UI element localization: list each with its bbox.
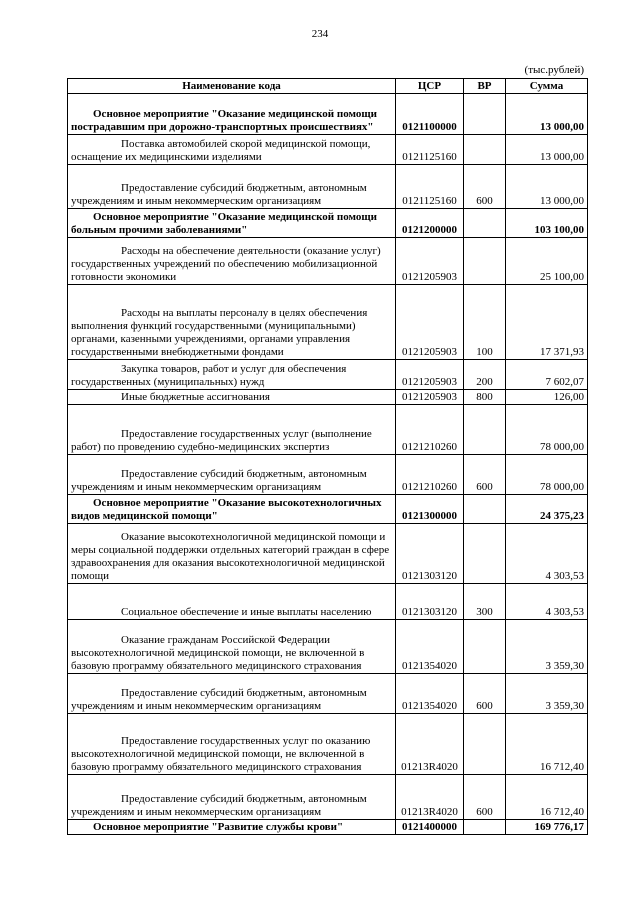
row-name: Предоставление субсидий бюджетным, автономным учреждениям и иным некоммерческим организациям [68, 165, 396, 209]
row-sum: 13 000,00 [506, 135, 588, 165]
row-sum: 25 100,00 [506, 238, 588, 285]
row-sum: 4 303,53 [506, 524, 588, 584]
table-row [68, 285, 588, 360]
row-vr [464, 135, 506, 165]
row-vr: 600 [464, 674, 506, 714]
row-name: Основное мероприятие "Оказание высокотехнологичных видов медицинской помощи" [68, 495, 396, 524]
table-row [68, 455, 588, 495]
table-row [68, 524, 588, 584]
header-sum: Сумма [506, 79, 588, 94]
row-name: Предоставление субсидий бюджетным, автономным учреждениям и иным некоммерческим организациям [68, 775, 396, 820]
row-csr: 0121400000 [396, 820, 464, 835]
row-vr: 600 [464, 455, 506, 495]
header-csr: ЦСР [396, 79, 464, 94]
table-row [68, 209, 588, 238]
row-csr: 0121210260 [396, 405, 464, 455]
row-vr: 200 [464, 360, 506, 390]
row-sum: 3 359,30 [506, 620, 588, 674]
row-vr: 600 [464, 775, 506, 820]
row-name: Предоставление государственных услуг по оказанию высокотехнологичной медицинской помощи, не включенной в базовую программу обязательного медицинского страхования [68, 714, 396, 775]
row-name: Закупка товаров, работ и услуг для обеспечения государственных (муниципальных) нужд [68, 360, 396, 390]
table-row [68, 674, 588, 714]
row-csr: 0121200000 [396, 209, 464, 238]
row-name: Основное мероприятие "Развитие службы крови" [68, 820, 396, 835]
row-csr: 0121125160 [396, 135, 464, 165]
row-sum: 78 000,00 [506, 455, 588, 495]
row-csr: 0121303120 [396, 524, 464, 584]
row-csr: 0121125160 [396, 165, 464, 209]
row-sum: 126,00 [506, 390, 588, 405]
row-name: Расходы на выплаты персоналу в целях обеспечения выполнения функций государственными (муниципальными) органами, казенными учреждениями, органами управления государственными внебюджетными фондами [68, 285, 396, 360]
row-csr: 0121354020 [396, 674, 464, 714]
table-row [68, 165, 588, 209]
row-vr [464, 405, 506, 455]
row-csr: 0121300000 [396, 495, 464, 524]
table-row [68, 360, 588, 390]
row-sum: 4 303,53 [506, 584, 588, 620]
row-name: Иные бюджетные ассигнования [68, 390, 396, 405]
row-csr: 0121205903 [396, 390, 464, 405]
row-csr: 01213R4020 [396, 775, 464, 820]
row-csr: 0121354020 [396, 620, 464, 674]
row-sum: 13 000,00 [506, 94, 588, 135]
row-csr: 0121210260 [396, 455, 464, 495]
row-sum: 103 100,00 [506, 209, 588, 238]
row-sum: 78 000,00 [506, 405, 588, 455]
row-csr: 0121303120 [396, 584, 464, 620]
row-vr [464, 495, 506, 524]
row-sum: 3 359,30 [506, 674, 588, 714]
row-vr: 800 [464, 390, 506, 405]
table-header-row [68, 79, 588, 94]
row-vr [464, 238, 506, 285]
row-name: Расходы на обеспечение деятельности (оказание услуг) государственных учреждений по обеспечению мобилизационной готовности экономики [68, 238, 396, 285]
row-sum: 13 000,00 [506, 165, 588, 209]
row-name: Оказание гражданам Российской Федерации высокотехнологичной медицинской помощи, не включенной в базовую программу обязательного медицинского страхования [68, 620, 396, 674]
row-vr [464, 94, 506, 135]
row-vr: 600 [464, 165, 506, 209]
row-sum: 16 712,40 [506, 714, 588, 775]
table-row [68, 495, 588, 524]
header-vr: ВР [464, 79, 506, 94]
row-name: Оказание высокотехнологичной медицинской помощи и меры социальной поддержки отдельных категорий граждан в сфере здравоохранения для оказания высокотехнологичной медицинской помощи [68, 524, 396, 584]
row-sum: 24 375,23 [506, 495, 588, 524]
row-csr: 0121205903 [396, 285, 464, 360]
row-csr: 0121205903 [396, 238, 464, 285]
row-csr: 0121205903 [396, 360, 464, 390]
row-vr [464, 209, 506, 238]
row-vr [464, 620, 506, 674]
row-vr [464, 714, 506, 775]
table-row [68, 135, 588, 165]
header-name: Наименование кода [68, 79, 396, 94]
row-name: Основное мероприятие "Оказание медицинской помощи пострадавшим при дорожно-транспортных происшествиях" [68, 94, 396, 135]
table-row [68, 238, 588, 285]
row-sum: 7 602,07 [506, 360, 588, 390]
table-row [68, 820, 588, 835]
row-name: Предоставление субсидий бюджетным, автономным учреждениям и иным некоммерческим организациям [68, 674, 396, 714]
row-name: Поставка автомобилей скорой медицинской помощи, оснащение их медицинскими изделиями [68, 135, 396, 165]
row-csr: 0121100000 [396, 94, 464, 135]
row-name: Предоставление государственных услуг (выполнение работ) по проведению судебно-медицинских экспертиз [68, 405, 396, 455]
table-row [68, 94, 588, 135]
row-vr [464, 524, 506, 584]
row-sum: 17 371,93 [506, 285, 588, 360]
table-row [68, 714, 588, 775]
row-sum: 16 712,40 [506, 775, 588, 820]
row-csr: 01213R4020 [396, 714, 464, 775]
row-name: Основное мероприятие "Оказание медицинской помощи больным прочими заболеваниями" [68, 209, 396, 238]
row-vr [464, 820, 506, 835]
page-number: 234 [311, 28, 329, 40]
table-row [68, 405, 588, 455]
table-row [68, 390, 588, 405]
row-name: Социальное обеспечение и иные выплаты населению [68, 584, 396, 620]
units-label: (тыс.рублей) [524, 64, 584, 76]
row-vr: 100 [464, 285, 506, 360]
table-row [68, 775, 588, 820]
row-name: Предоставление субсидий бюджетным, автономным учреждениям и иным некоммерческим организациям [68, 455, 396, 495]
budget-table [67, 78, 588, 835]
row-sum: 169 776,17 [506, 820, 588, 835]
row-vr: 300 [464, 584, 506, 620]
table-row [68, 620, 588, 674]
table-row [68, 584, 588, 620]
